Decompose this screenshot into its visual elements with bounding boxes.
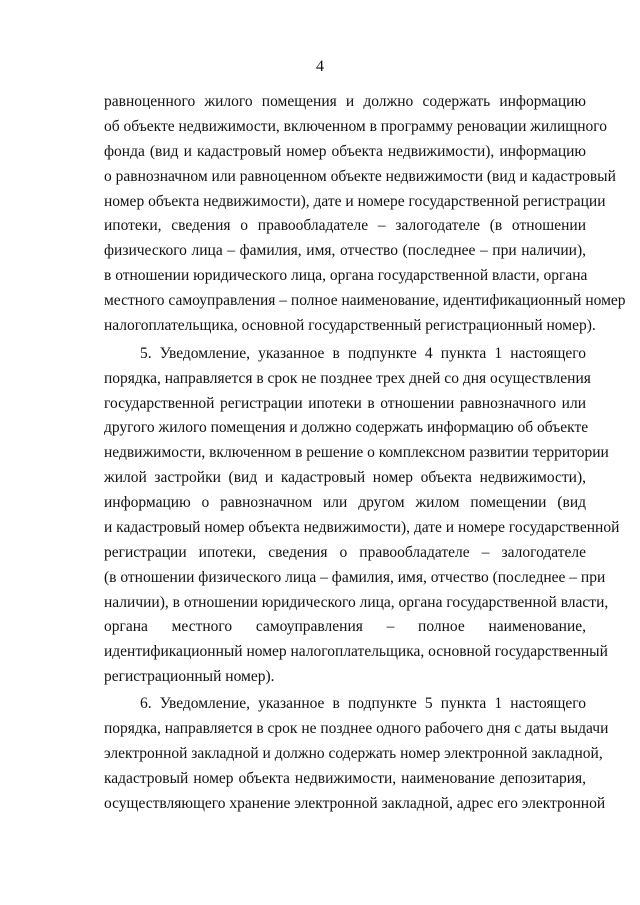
text-line: государственной регистрации ипотеки в отношении равнозначного или <box>104 395 586 412</box>
text-line: информацию о равнозначном или другом жилом помещении (вид <box>104 494 586 511</box>
text-line: другого жилого помещения и должно содержать информацию об объекте <box>104 419 589 436</box>
text-line: налогоплательщика, основной государственный регистрационный номер). <box>104 317 596 334</box>
text-line: наличии), в отношении юридического лица, органа государственной власти, <box>104 594 609 611</box>
page-number: 4 <box>316 58 324 75</box>
text-line: о равнозначном или равноценном объекте недвижимости (вид и кадастровый <box>104 168 616 185</box>
text-line: недвижимости, включенном в решение о комплексном развитии территории <box>104 444 609 461</box>
text-line: местного самоуправления – полное наименование, идентификационный номер <box>104 292 626 309</box>
text-line: номер объекта недвижимости), дате и номере государственной регистрации <box>104 193 606 210</box>
text-line: ипотеки, сведения о правообладателе – залогодателе (в отношении <box>104 217 586 234</box>
paragraph-6-first-line: 6. Уведомление, указанное в подпункте 5 пункта 1 настоящего <box>140 695 586 712</box>
text-line: об объекте недвижимости, включенном в программу реновации жилищного <box>104 118 607 135</box>
text-line: органа местного самоуправления – полное наименование, <box>104 618 586 635</box>
text-line: регистрации ипотеки, сведения о правообладателе – залогодателе <box>104 544 586 561</box>
text-line: физического лица – фамилия, имя, отчество (последнее – при наличии), <box>104 242 586 259</box>
text-line: жилой застройки (вид и кадастровый номер объекта недвижимости), <box>104 469 586 486</box>
text-line: идентификационный номер налогоплательщика, основной государственный <box>104 643 608 660</box>
text-line: кадастровый номер объекта недвижимости, наименование депозитария, <box>104 770 586 787</box>
text-line: и кадастровый номер объекта недвижимости), дате и номере государственной <box>104 519 620 536</box>
text-line: равноценного жилого помещения и должно содержать информацию <box>104 93 586 110</box>
paragraph-5-first-line: 5. Уведомление, указанное в подпункте 4 пункта 1 настоящего <box>140 345 586 362</box>
text-line: в отношении юридического лица, органа государственной власти, органа <box>104 267 588 284</box>
text-line: порядка, направляется в срок не позднее трех дней со дня осуществления <box>104 370 591 387</box>
text-line: порядка, направляется в срок не позднее одного рабочего дня с даты выдачи <box>104 720 609 737</box>
text-line: осуществляющего хранение электронной закладной, адрес его электронной <box>104 795 606 812</box>
text-line: регистрационный номер). <box>104 668 275 685</box>
text-line: (в отношении физического лица – фамилия, имя, отчество (последнее – при <box>104 569 606 586</box>
text-line: фонда (вид и кадастровый номер объекта недвижимости), информацию <box>104 143 586 160</box>
text-line: электронной закладной и должно содержать номер электронной закладной, <box>104 745 603 762</box>
